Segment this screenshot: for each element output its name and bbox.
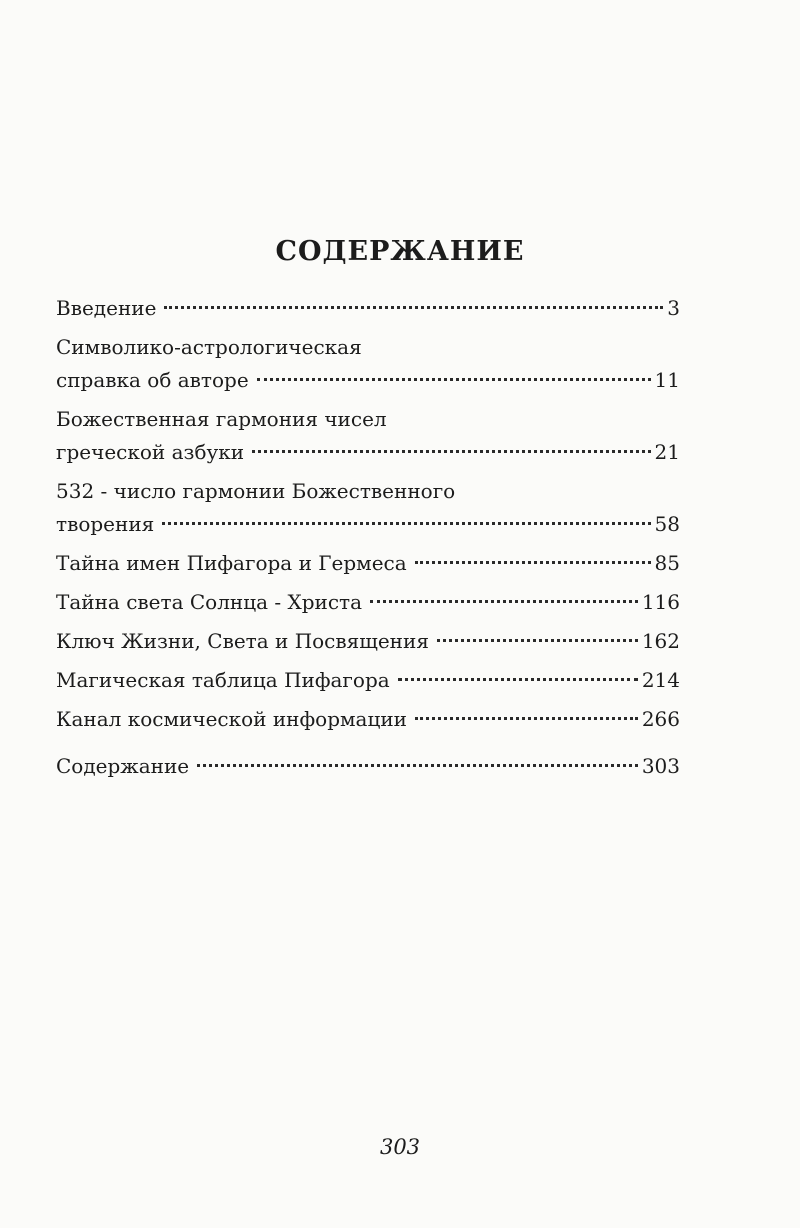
toc-line <box>56 586 680 619</box>
toc-line <box>56 703 680 736</box>
dot-leader <box>257 378 651 381</box>
dot-leader <box>197 764 638 767</box>
toc-line <box>56 331 680 364</box>
page-number: 303 <box>379 1135 421 1159</box>
dot-leader <box>370 600 638 603</box>
toc-entry-title: Тайна света Солнца - Христа <box>56 590 363 614</box>
toc-entry-title: Тайна имен Пифагора и Гермеса <box>56 551 407 575</box>
dot-leader <box>415 717 638 720</box>
toc-entry-title-cont: греческой азбуки <box>56 440 245 464</box>
toc-entry-title: Канал космической информации <box>56 707 407 731</box>
toc-entry-page: 266 <box>641 707 680 731</box>
toc-entry-divine-harmony[interactable] <box>56 403 680 469</box>
toc-entry-contents[interactable] <box>56 750 680 783</box>
dot-leader <box>437 639 638 642</box>
dot-leader <box>162 522 650 525</box>
toc-entry-page: 58 <box>654 512 680 536</box>
toc-entry-pythagoras-hermes[interactable] <box>56 547 680 580</box>
toc-entry-page: 116 <box>641 590 680 614</box>
dot-leader <box>398 678 638 681</box>
toc-entry-introduction[interactable] <box>56 292 680 325</box>
toc-entry-page: 21 <box>654 440 680 464</box>
toc-line <box>56 750 680 783</box>
toc-entry-title: Божественная гармония чисел <box>56 407 387 431</box>
toc-entry-cosmic-channel[interactable] <box>56 703 680 736</box>
toc-entry-number-532[interactable] <box>56 475 680 541</box>
toc-entry-title: Ключ Жизни, Света и Посвящения <box>56 629 429 653</box>
dot-leader <box>164 306 663 309</box>
toc-entry-page: 303 <box>641 754 680 778</box>
toc-entry-title: Содержание <box>56 754 190 778</box>
page-title: СОДЕРЖАНИЕ <box>275 236 525 267</box>
toc-line <box>56 292 680 325</box>
toc-line <box>56 436 680 469</box>
toc-entry-title: Символико-астрологическая <box>56 335 362 359</box>
toc-entry-page: 162 <box>641 629 680 653</box>
toc-line <box>56 508 680 541</box>
toc-entry-page: 3 <box>667 296 680 320</box>
toc-entry-key-of-life[interactable] <box>56 625 680 658</box>
toc-entry-magic-table[interactable] <box>56 664 680 697</box>
dot-leader <box>415 561 651 564</box>
toc-entry-title: 532 - число гармонии Божественного <box>56 479 456 503</box>
toc-entry-title-cont: справка об авторе <box>56 368 249 392</box>
toc-line <box>56 547 680 580</box>
toc-entry-page: 214 <box>641 668 680 692</box>
toc-entry-title: Введение <box>56 296 157 320</box>
dot-leader <box>252 450 650 453</box>
toc-line <box>56 625 680 658</box>
toc-line <box>56 664 680 697</box>
toc-line <box>56 403 680 436</box>
table-of-contents <box>56 292 680 789</box>
toc-entry-page: 85 <box>654 551 680 575</box>
toc-entry-astrological-reference[interactable] <box>56 331 680 397</box>
toc-line <box>56 364 680 397</box>
toc-entry-title-cont: творения <box>56 512 155 536</box>
toc-entry-title: Магическая таблица Пифагора <box>56 668 390 692</box>
toc-line <box>56 475 680 508</box>
toc-entry-light-of-sun[interactable] <box>56 586 680 619</box>
toc-entry-page: 11 <box>654 368 680 392</box>
